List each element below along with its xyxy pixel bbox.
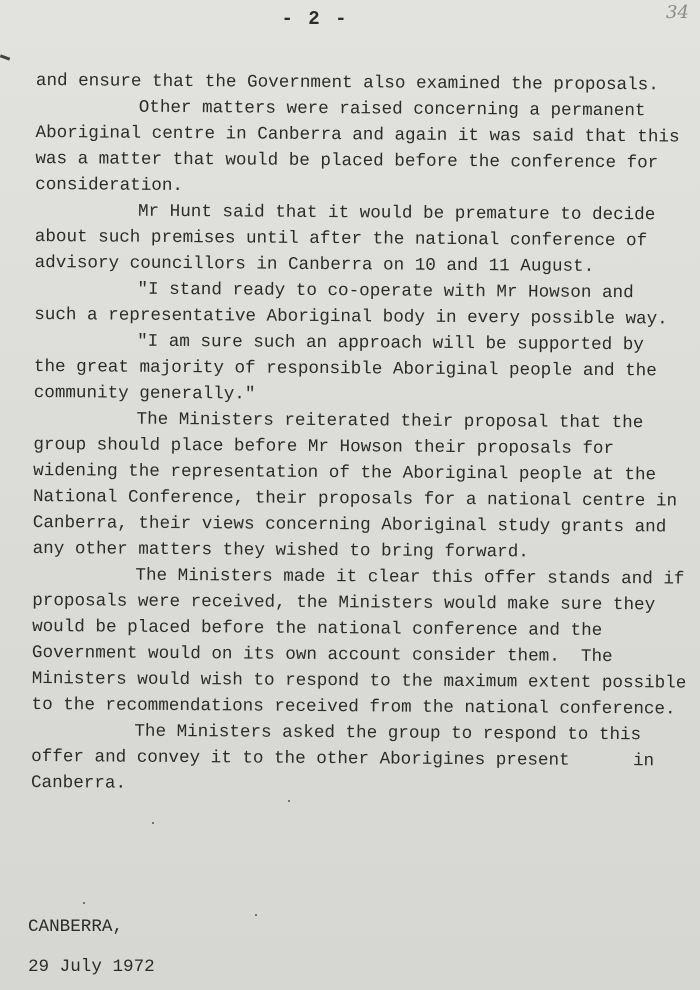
ink-speck	[255, 914, 257, 916]
body-text	[30, 68, 687, 801]
text-line: "I am sure such an approach will be supported by	[137, 331, 644, 356]
text-line: Ministers would wish to respond to the maximum extent possible	[31, 668, 687, 694]
text-line: Government would on its own account consider them. The	[31, 642, 613, 668]
text-line: The Ministers made it clear this offer stands and if	[135, 565, 685, 590]
text-line: the great majority of responsible Aboriginal people and the	[33, 356, 657, 382]
ink-speck	[83, 902, 85, 904]
text-line: to the recommendations received from the national conference.	[31, 694, 676, 720]
text-line: consideration.	[35, 174, 184, 197]
ink-speck	[288, 800, 290, 802]
text-line: Other matters were raised concerning a permanent	[138, 97, 646, 122]
text-line: Canberra, their views concerning Aboriginal study grants and	[32, 512, 667, 538]
text-line: advisory councillors in Canberra on 10 and 11 August.	[34, 252, 595, 277]
text-line: Canberra.	[30, 772, 127, 794]
text-line: proposals were received, the Ministers would make sure they	[32, 590, 656, 616]
text-line: widening the representation of the Aboriginal people at the	[33, 460, 657, 486]
text-line: about such premises until after the national conference of	[34, 226, 648, 252]
text-line: offer and convey it to the other Aborigines present in	[31, 746, 655, 772]
text-line: Aboriginal centre in Canberra and again it was said that this	[35, 122, 680, 148]
text-line: "I stand ready to co-operate with Mr Howson and	[137, 279, 634, 304]
folio-number: 34	[666, 2, 689, 23]
text-line: such a representative Aboriginal body in every possible way.	[34, 304, 668, 330]
place-line: CANBERRA,	[28, 917, 124, 937]
margin-mark	[0, 54, 10, 60]
text-line: would be placed before the national conference and the	[32, 616, 603, 641]
text-line: The Ministers reiterated their proposal that the	[136, 409, 644, 434]
text-line: was a matter that would be placed before the conference for	[35, 148, 659, 174]
text-line: community generally."	[33, 382, 256, 405]
page-number: - 2 -	[281, 8, 349, 30]
text-line: and ensure that the Government also examined the proposals.	[35, 70, 659, 96]
ink-speck	[152, 822, 154, 824]
text-line: Mr Hunt said that it would be premature to decide	[137, 201, 656, 226]
text-line: National Conference, their proposals for a national centre in	[32, 486, 678, 512]
text-line: The Ministers asked the group to respond to this	[134, 721, 642, 746]
text-line: group should place before Mr Howson their proposals for	[33, 434, 615, 460]
text-line: any other matters they wished to bring forward.	[32, 538, 529, 563]
date-line: 29 July 1972	[28, 957, 155, 977]
